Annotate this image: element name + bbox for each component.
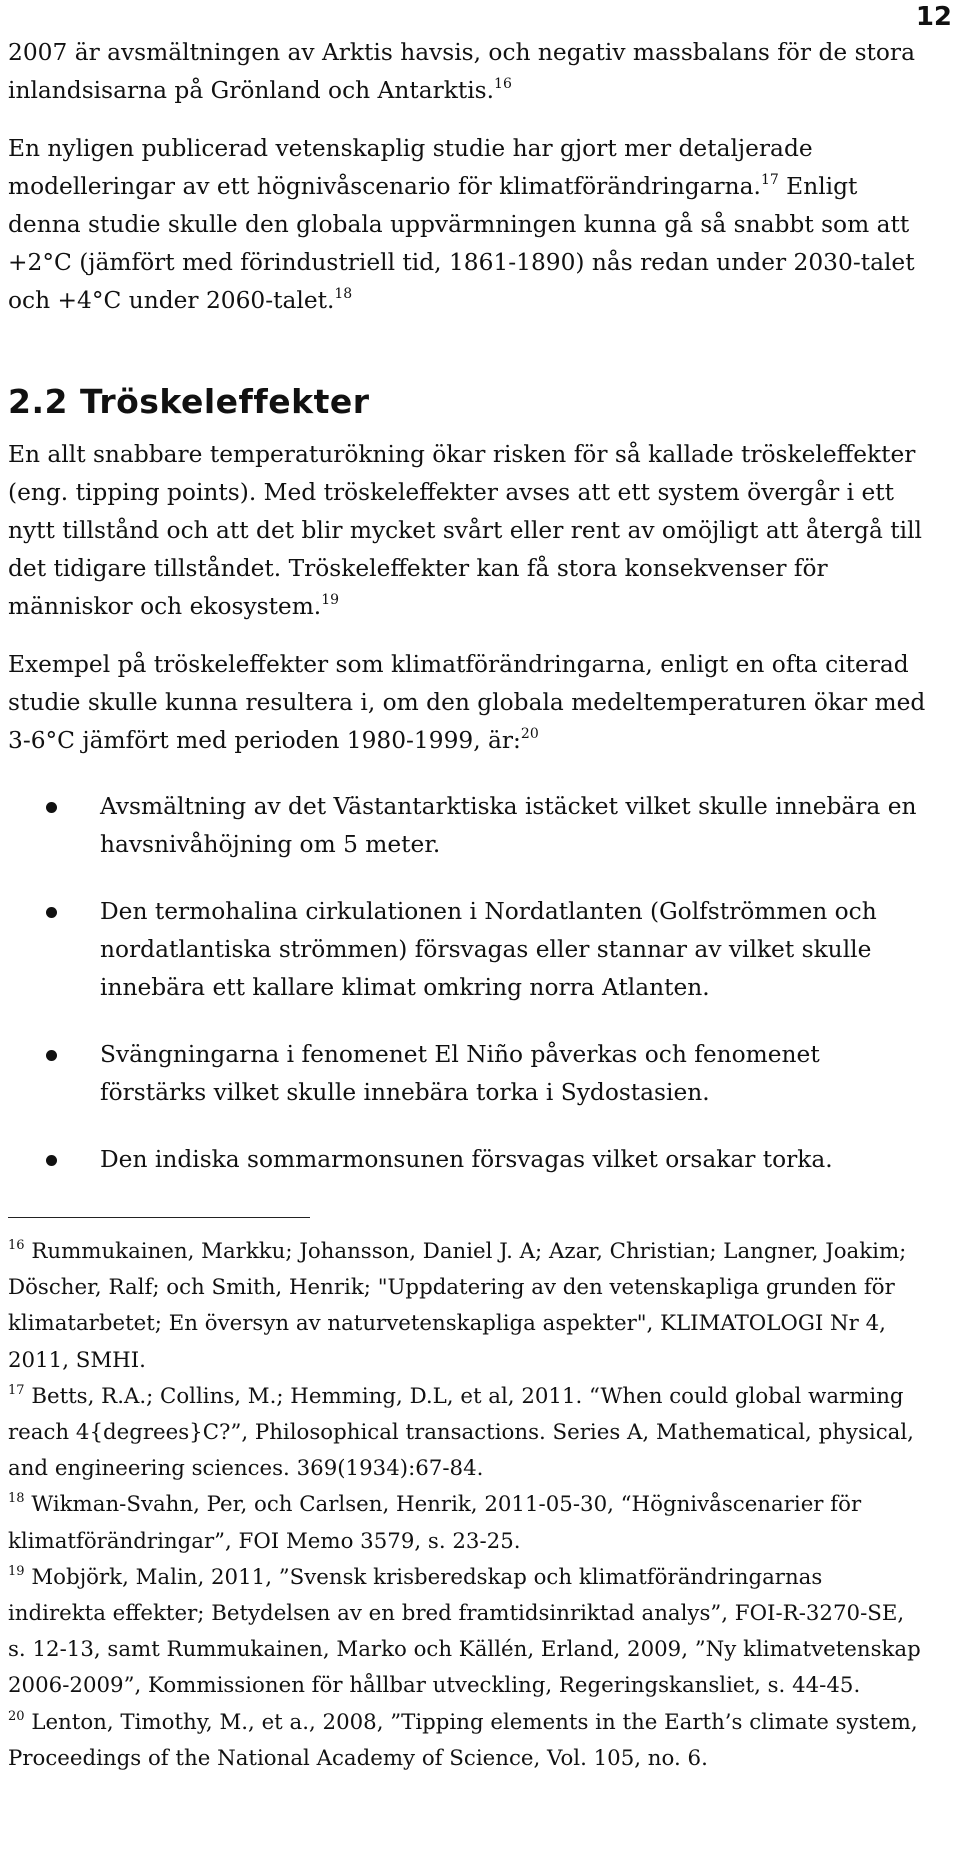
page-content	[8, 34, 926, 1777]
footnote-text: Betts, R.A.; Collins, M.; Hemming, D.L, et al, 2011. “When could global warming reach 4{degrees}C?”, Philosophical transactions. Series A, Mathematical, physical, and engineering sciences. 369(1934):67-84.	[8, 1383, 914, 1482]
footnote-ref-19[interactable]: 19	[321, 592, 340, 608]
list-item-text: Den indiska sommarmonsunen försvagas vilket orsakar torka.	[100, 1146, 833, 1173]
footnote-text: Mobjörk, Malin, 2011, ”Svensk krisberedskap och klimatförändringarnas indirekta effekter; Betydelsen av en bred framtidsinriktad analys”, FOI-R-3270-SE, s. 12-13, samt Rummukainen, Marko och Källén, Erland, 2009, ”Ny klimatvetenskap 2006-2009”, Kommissionen för hållbar utveckling, Regeringskansliet, s. 44-45.	[8, 1564, 921, 1699]
footnotes	[8, 1234, 926, 1777]
footnote-number: 16	[8, 1238, 25, 1253]
list-item	[8, 893, 926, 1007]
footnote-17	[8, 1379, 926, 1488]
bullet-icon	[46, 1155, 57, 1166]
footnote-ref-17[interactable]: 17	[760, 172, 779, 188]
footnote-number: 19	[8, 1563, 25, 1579]
footnote-text: Lenton, Timothy, M., et a., 2008, ”Tipping elements in the Earth’s climate system, Proceedings of the National Academy of Science, Vol. 105, no. 6.	[8, 1709, 918, 1771]
list-item	[8, 1141, 926, 1179]
list-item	[8, 1036, 926, 1112]
bullet-icon	[46, 802, 57, 813]
footnote-separator	[8, 1217, 310, 1218]
footnote-ref-18[interactable]: 18	[334, 286, 353, 302]
footnote-text: Wikman-Svahn, Per, och Carlsen, Henrik, 2011-05-30, “Högnivåscenarier för klimatförändringar”, FOI Memo 3579, s. 23-25.	[8, 1492, 862, 1554]
bullet-icon	[46, 907, 57, 918]
paragraph-text: Exempel på tröskeleffekter som klimatförändringarna, enligt en ofta citerad studie skulle kunna resultera i, om den globala medeltemperaturen ökar med 3-6°C jämfört med perioden 1980-1999, är:	[8, 651, 926, 754]
footnote-text: Rummukainen, Markku; Johansson, Daniel J. A; Azar, Christian; Langner, Joakim; Döscher, Ralf; och Smith, Henrik; "Uppdatering av den vetenskapliga grunden för klimatarbetet; En översyn av naturvetenskapliga aspekter", KLIMATOLOGI Nr 4, 2011, SMHI.	[8, 1239, 907, 1373]
footnote-19	[8, 1560, 926, 1705]
bullet-icon	[46, 1050, 57, 1061]
paragraph-arctic	[8, 34, 926, 110]
footnote-number: 18	[8, 1491, 25, 1507]
paragraph-high-scenario	[8, 130, 926, 320]
paragraph-tipping-points	[8, 436, 926, 626]
footnote-number: 17	[8, 1382, 25, 1398]
page-number: 12	[915, 2, 952, 32]
list-item-text: Avsmältning av det Västantarktiska istäcket vilket skulle innebära en havsnivåhöjning om 5 meter.	[100, 793, 917, 858]
section-heading: 2.2 Tröskeleffekter	[8, 382, 370, 421]
list-item	[8, 788, 926, 864]
footnote-ref-16[interactable]: 16	[494, 76, 512, 92]
paragraph-text: En nyligen publicerad vetenskaplig studie har gjort mer detaljerade modelleringar av ett högnivåscenario för klimatförändringarna.	[8, 135, 813, 200]
footnote-ref-20[interactable]: 20	[520, 726, 539, 742]
paragraph-text: 2007 är avsmältningen av Arktis havsis, och negativ massbalans för de stora inlandsisarna på Grönland och Antarktis.	[8, 39, 915, 104]
footnote-number: 20	[8, 1708, 25, 1724]
tipping-point-list	[8, 788, 926, 1179]
footnote-16	[8, 1234, 926, 1379]
footnote-20	[8, 1705, 926, 1777]
paragraph-text: Enligt denna studie skulle den globala uppvärmningen kunna gå så snabbt som att +2°C (jämfört med förindustriell tid, 1861-1890) nås redan under 2030-talet och +4°C under 2060-talet.	[8, 173, 915, 314]
paragraph-examples	[8, 646, 926, 760]
list-item-text: Svängningarna i fenomenet El Niño påverkas och fenomenet förstärks vilket skulle innebära torka i Sydostasien.	[100, 1041, 820, 1106]
footnote-18	[8, 1487, 926, 1559]
paragraph-text: En allt snabbare temperaturökning ökar risken för så kallade tröskeleffekter (eng. tipping points). Med tröskeleffekter avses att ett system övergår i ett nytt tillstånd och att det blir mycket svårt eller rent av omöjligt att återgå till det tidigare tillståndet. Tröskeleffekter kan få stora konsekvenser för människor och ekosystem.	[8, 441, 922, 620]
list-item-text: Den termohalina cirkulationen i Nordatlanten (Golfströmmen och nordatlantiska strömmen) försvagas eller stannar av vilket skulle innebära ett kallare klimat omkring norra Atlanten.	[100, 898, 877, 1001]
